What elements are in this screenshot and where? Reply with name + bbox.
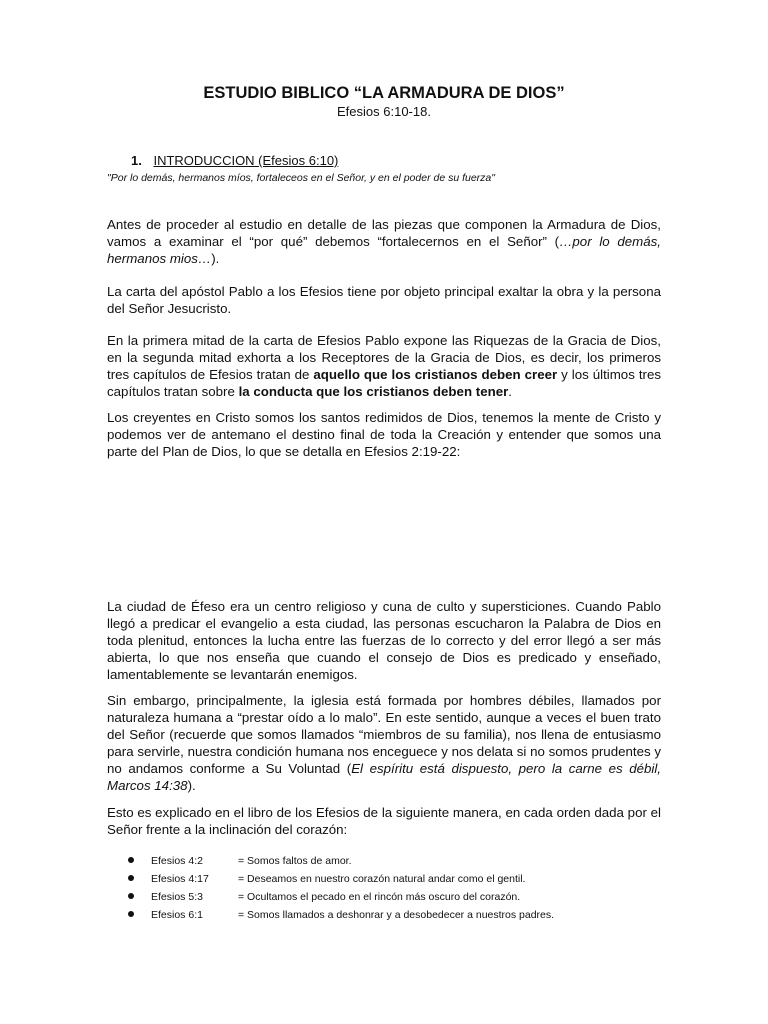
bullet-icon: [128, 875, 134, 881]
bullet-desc: = Somos faltos de amor.: [238, 855, 352, 867]
paragraph-halves: [107, 332, 661, 400]
paragraph-intro-text: Antes de proceder al estudio en detalle de las piezas que componen la Armadura de Dios, vamos a examinar el “por qué” debemos “fortalecernos en el Señor” (: [107, 217, 661, 249]
document-subtitle: Efesios 6:10-18.: [337, 104, 431, 119]
paragraph-intro-quote: …por lo demás, hermanos mios…: [107, 234, 661, 266]
paragraph-believers: Los creyentes en Cristo somos los santos redimidos de Dios, tenemos la mente de Cristo y podemos ver de antemano el destino final de toda la Creación y entender que somos una parte del Plan de Dios, lo que se detalla en Efesios 2:19-22:: [107, 410, 661, 459]
paragraph-ephesus: La ciudad de Éfeso era un centro religioso y cuna de culto y supersticiones. Cuando Pablo llegó a predicar el evangelio a esta ciudad, las personas escucharon la Palabra de Dios en toda plenitud, entonces la lucha entre las fuerzas de lo correcto y del error llegó a ser más abierta, lo que nos enseña que cuando el consejo de Dios es predicado y enseñado, lamentablemente se levantarán enemigos.: [107, 599, 661, 682]
bullet-icon: [128, 857, 134, 863]
section-heading: [131, 153, 338, 168]
paragraph-halves-bold-conduct: la conducta que los cristianos deben tener: [238, 384, 509, 399]
paragraph-intro: [107, 216, 661, 267]
bullet-ref: Efesios 5:3: [151, 891, 203, 903]
paragraph-halves-text-c: y los últimos tres capítulos tratan sobre: [107, 367, 661, 399]
section-title: INTRODUCCION (Efesios 6:10): [153, 153, 339, 168]
bullet-ref: Efesios 4:17: [151, 873, 209, 885]
section-number: 1.: [131, 153, 142, 168]
paragraph-weakness: [107, 692, 661, 794]
section-verse: "Por lo demás, hermanos míos, fortaleceos en el Señor, y en el poder de su fuerza": [107, 172, 495, 184]
paragraph-weakness-end: ).: [187, 778, 196, 793]
paragraph-weakness-text: Sin embargo, principalmente, la iglesia está formada por hombres débiles, llamados por naturaleza humana a “prestar oído a lo malo”. En este sentido, aunque a veces el buen trato del Señor (recuerde que somos llamados “miembros de su familia), nos llena de entusiasmo para servirle, nuestra condición humana nos enceguece y nos delata si no somos prudentes y no andamos conforme a Su Voluntad (: [107, 693, 661, 776]
bullet-icon: [128, 893, 134, 899]
bullet-ref: Efesios 6:1: [151, 909, 203, 921]
paragraph-halves-text-a: En la primera mitad de la carta de Efesios Pablo expone las Riquezas de la Gracia de Dios, en la segunda mitad exhorta a los Receptores de la Gracia de Dios, es decir, los primeros tres capítulos de Efesios tratan de: [107, 333, 661, 382]
bullet-icon: [128, 911, 134, 917]
bullet-desc: = Ocultamos el pecado en el rincón más oscuro del corazón.: [238, 891, 521, 903]
bullet-desc: = Somos llamados a deshonrar y a desobedecer a nuestros padres.: [238, 909, 555, 921]
document-title: ESTUDIO BIBLICO “LA ARMADURA DE DIOS”: [203, 84, 565, 102]
paragraph-halves-text-e: .: [508, 384, 512, 399]
paragraph-weakness-quote: El espíritu está dispuesto, pero la carne es débil, Marcos 14:38: [107, 761, 661, 793]
paragraph-intro-end: ).: [211, 251, 220, 266]
paragraph-purpose: La carta del apóstol Pablo a los Efesios tiene por objeto principal exaltar la obra y la persona del Señor Jesucristo.: [107, 284, 661, 316]
bullet-desc: = Deseamos en nuestro corazón natural andar como el gentil.: [238, 873, 526, 885]
paragraph-explanation: Esto es explicado en el libro de los Efesios de la siguiente manera, en cada orden dada por el Señor frente a la inclinación del corazón:: [107, 805, 661, 837]
bullet-ref: Efesios 4:2: [151, 855, 203, 867]
paragraph-halves-bold-believe: aquello que los cristianos deben creer: [313, 367, 558, 382]
